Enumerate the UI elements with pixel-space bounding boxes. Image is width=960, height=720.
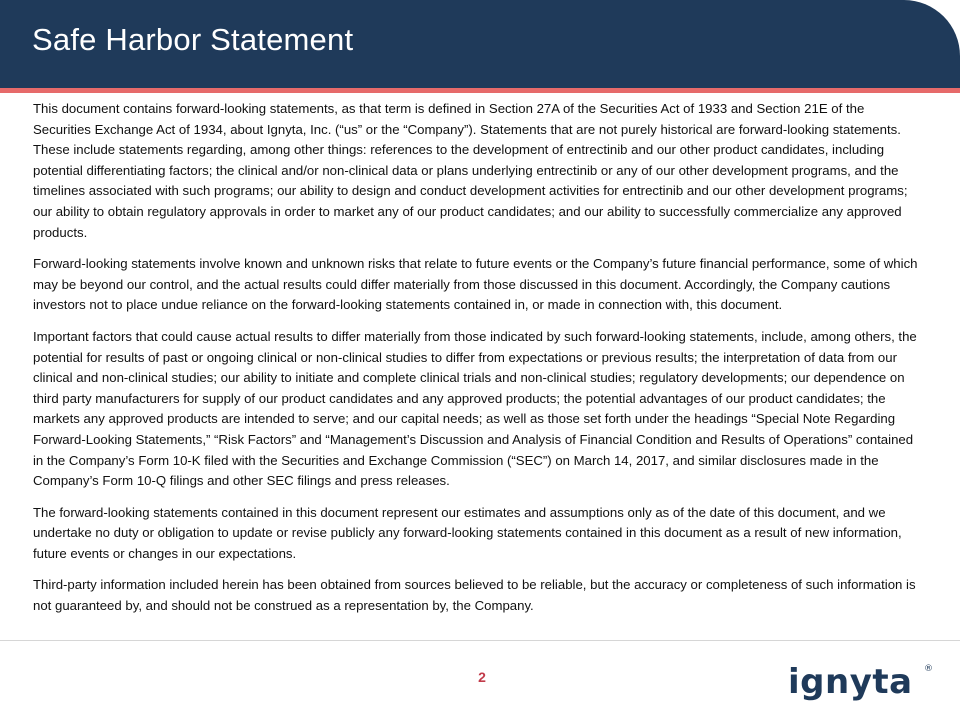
paragraph-forward-looking: This document contains forward-looking statements, as that term is defined in Section 27A of the Securities Act of 1933 and Section 21E of the Securities Exchange Act of 1934, about Ignyta, Inc. (“us” or the “Company”). Statements that are not purely historical are forward-looking statements. These include statements regarding, among other things: references to the development of entrectinib and our other product candidates, including potential differentiating factors; the clinical and/or non-clinical data or plans underlying entrectinib or any of our other development programs, and the timelines associated with such programs; our ability to design and conduct development activities for entrectinib and our other development programs; our ability to obtain regulatory approvals in order to market any of our product candidates; and our ability to successfully commercialize any approved products. bbox=[33, 101, 908, 240]
ignyta-logo bbox=[786, 655, 936, 707]
safe-harbor-body bbox=[33, 99, 925, 628]
paragraph-important-factors: Important factors that could cause actual results to differ materially from those indicated by such forward-looking statements, include, among others, the potential for results of past or ongoing clinical or non-clinical studies to differ from expectations or previous results; the interpretation of data from our clinical and non-clinical studies; our ability to initiate and complete clinical trials and non-clinical studies; regulatory developments; our dependence on third party manufacturers for supply of our product candidates and any approved products; the potential advantages of our product candidates; the markets any approved products are intended to serve; and our capital needs; as well as those set forth under the headings “Special Note Regarding Forward-Looking Statements,” “Risk Factors” and “Management’s Discussion and Analysis of Financial Condition and Results of Operations” contained in the Company’s Form 10-K filed with the Securities and Exchange Commission (“SEC”) on March 14, 2017, and similar disclosures made in the Company’s Form 10-Q filings and other SEC filings and press releases. bbox=[33, 328, 917, 489]
header-accent-stripe bbox=[0, 88, 960, 93]
page-number: 2 bbox=[478, 669, 486, 685]
header-bar bbox=[0, 0, 960, 88]
registered-mark: ® bbox=[924, 664, 933, 674]
paragraph-risks: Forward-looking statements involve known and unknown risks that relate to future events or the Company’s future financial performance, some of which may be beyond our control, and the actual results could differ materially from those discussed in this document. Accordingly, the Company cautions investors not to place undue reliance on the forward-looking statements contained in, or made in connection with, this document. bbox=[33, 256, 918, 313]
page-title: Safe Harbor Statement bbox=[32, 22, 354, 57]
footer-divider bbox=[0, 640, 960, 641]
paragraph-estimates: The forward-looking statements contained in this document represent our estimates and assumptions only as of the date of this document, and we undertake no duty or obligation to update or revise publicly any forward-looking statements contained in this document as a result of new information, future events or changes in our expectations. bbox=[33, 504, 902, 561]
paragraph-third-party: Third-party information included herein has been obtained from sources believed to be reliable, but the accuracy or completeness of such information is not guaranteed by, and should not be construed as a representation by, the Company. bbox=[33, 577, 916, 614]
logo-wordmark: ignyta bbox=[788, 662, 913, 702]
